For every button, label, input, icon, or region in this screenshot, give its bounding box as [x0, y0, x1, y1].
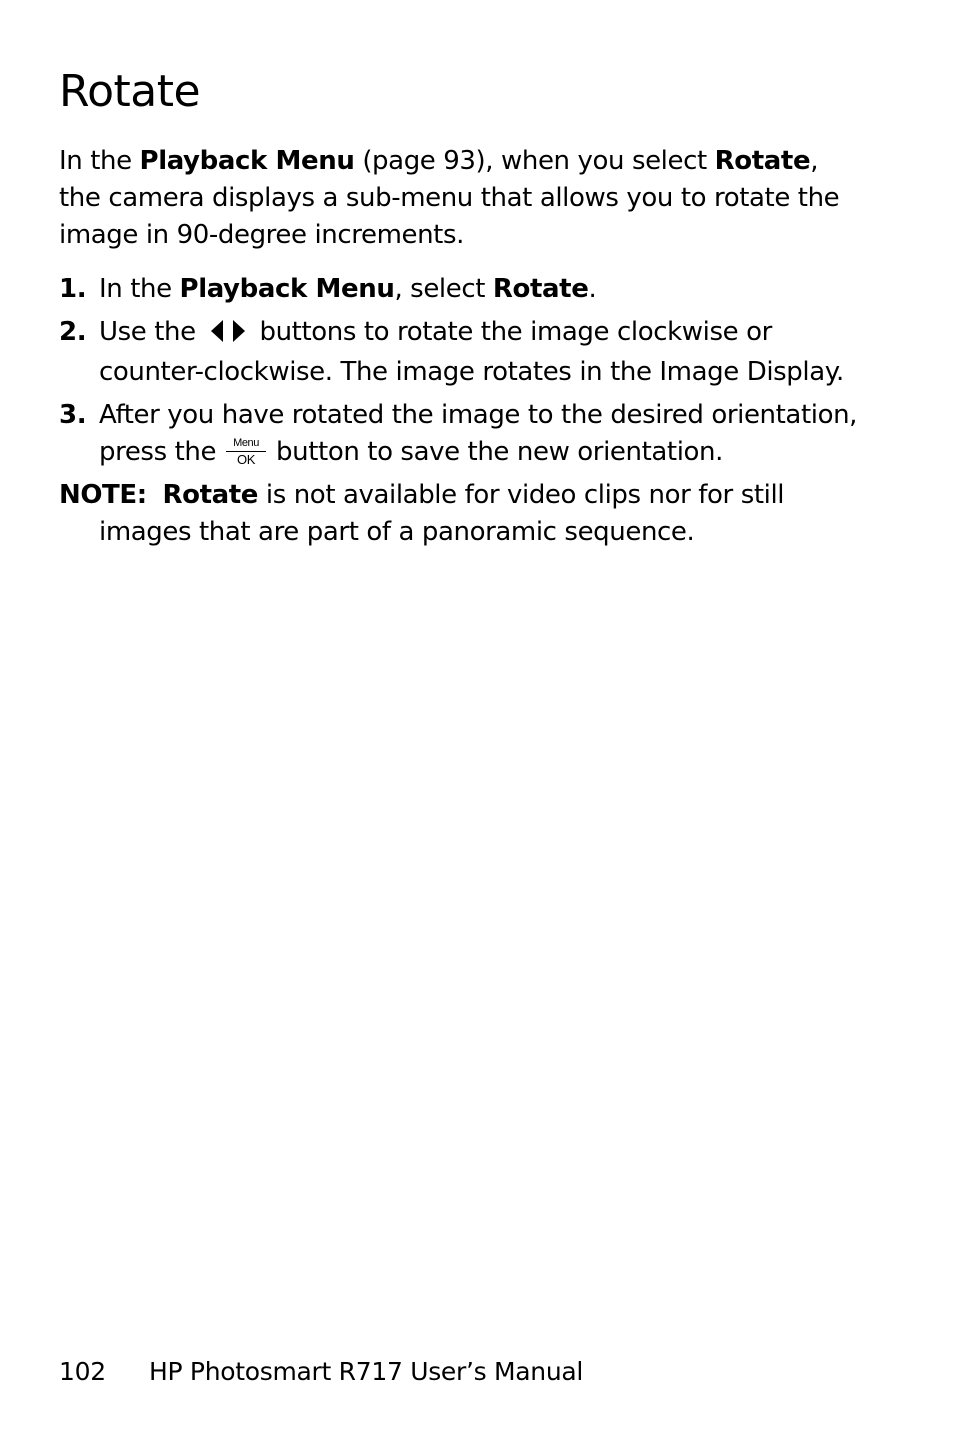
- step-3: 3. After you have rotated the image to the desired orientation, press the Menu OK button to save the new orientation.: [59, 397, 859, 471]
- intro-paragraph: In the Playback Menu (page 93), when you select Rotate, the camera displays a sub-menu that allows you to rotate the image in 90-degree increments.: [59, 146, 840, 250]
- step-number: 3.: [59, 400, 87, 430]
- menu-ok-button-icon: Menu OK: [226, 437, 266, 466]
- rotate-term: Rotate: [492, 274, 589, 304]
- rotate-term: Rotate: [162, 480, 259, 510]
- manual-title: HP Photosmart R717 User’s Manual: [149, 1357, 584, 1386]
- page-footer: [59, 1356, 583, 1388]
- left-right-arrows-icon: [206, 317, 250, 354]
- note: NOTE: Rotate is not available for video clips nor for still images that are part of a panoramic sequence.: [59, 480, 785, 547]
- step-number: 2.: [59, 317, 87, 347]
- step-2: 2. Use the buttons to rotate the image clockwise or counter-clockwise. The image rotates in the Image Display.: [59, 314, 859, 391]
- note-label: NOTE:: [59, 480, 147, 510]
- page-number: 102: [59, 1357, 106, 1386]
- steps-list: [59, 271, 859, 551]
- step-1: 1. In the Playback Menu, select Rotate.: [59, 271, 859, 308]
- playback-menu-term: Playback Menu: [179, 274, 395, 304]
- rotate-term: Rotate: [714, 146, 811, 176]
- step-number: 1.: [59, 274, 87, 304]
- playback-menu-term: Playback Menu: [139, 146, 355, 176]
- page-title: Rotate: [59, 66, 201, 117]
